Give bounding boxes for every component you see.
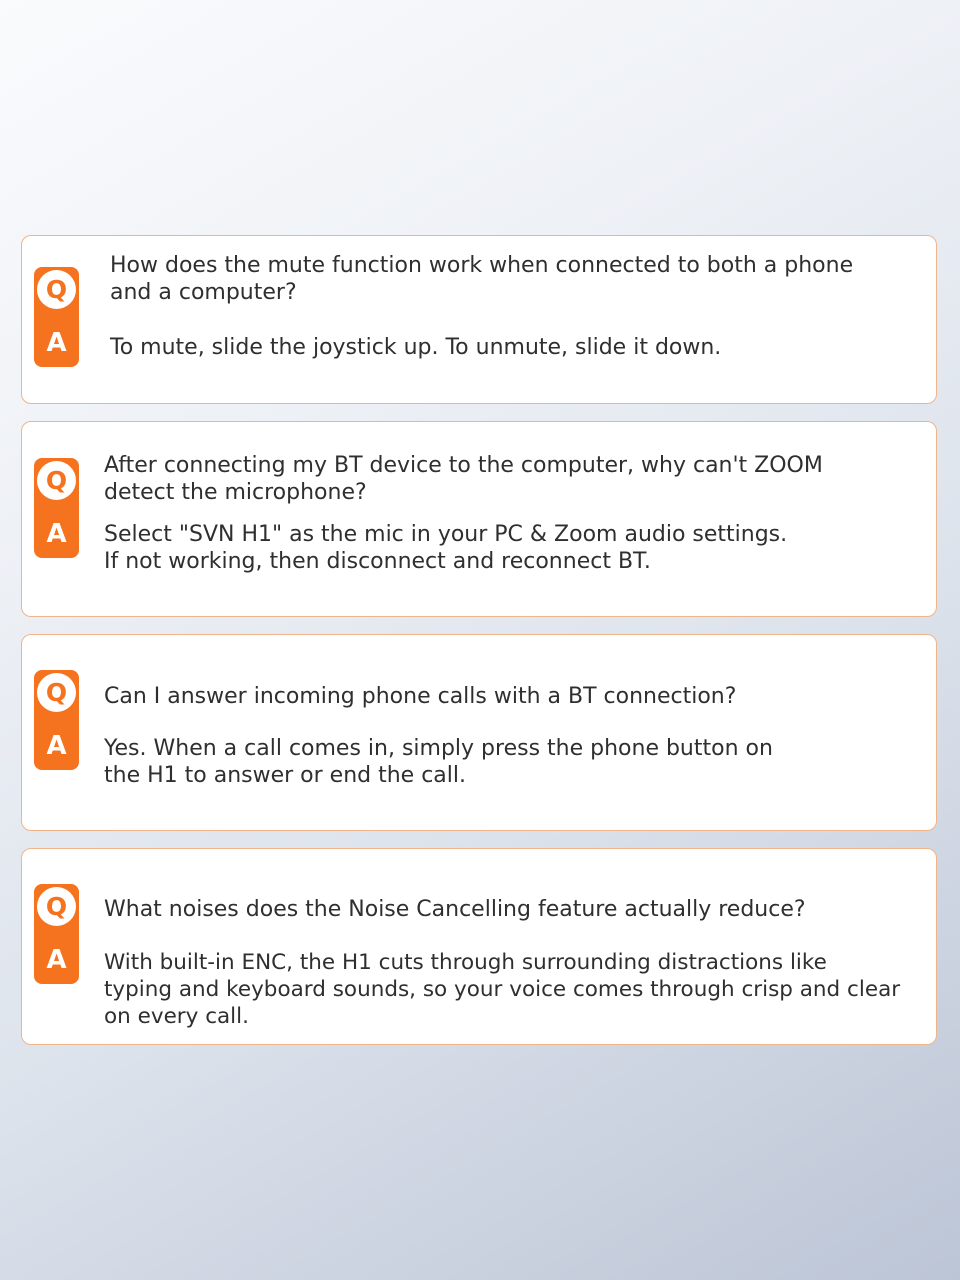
faq-question: What noises does the Noise Cancelling feature actually reduce? — [104, 897, 806, 922]
question-icon: Q — [37, 673, 76, 712]
faq-answer: With built-in ENC, the H1 cuts through surrounding distractions like typing and keyboard sounds, so your voice comes through crisp and clear on every call. — [104, 950, 901, 1029]
faq-answer: Yes. When a call comes in, simply press the phone button on the H1 to answer or end the call. — [104, 736, 773, 788]
faq-card-zoom-mic — [21, 421, 937, 617]
faq-answer: Select "SVN H1" as the mic in your PC & Zoom audio settings. If not working, then disconnect and reconnect BT. — [104, 522, 788, 574]
qa-badge — [34, 458, 79, 558]
answer-icon: A — [46, 519, 67, 549]
qa-badge — [34, 884, 79, 984]
faq-question: Can I answer incoming phone calls with a BT connection? — [104, 684, 737, 709]
faq-question: After connecting my BT device to the computer, why can't ZOOM detect the microphone? — [104, 453, 823, 505]
faq-question: How does the mute function work when connected to both a phone and a computer? — [110, 253, 854, 305]
faq-card-calls — [21, 634, 937, 831]
qa-badge — [34, 267, 79, 367]
answer-icon: A — [46, 945, 67, 975]
answer-icon: A — [46, 328, 67, 358]
faq-answer: To mute, slide the joystick up. To unmute, slide it down. — [110, 335, 722, 360]
faq-card-mute — [21, 235, 937, 404]
question-icon: Q — [37, 461, 76, 500]
question-icon: Q — [37, 270, 76, 309]
question-icon: Q — [37, 887, 76, 926]
faq-card-noise-cancelling — [21, 848, 937, 1045]
answer-icon: A — [46, 731, 67, 761]
qa-badge — [34, 670, 79, 770]
